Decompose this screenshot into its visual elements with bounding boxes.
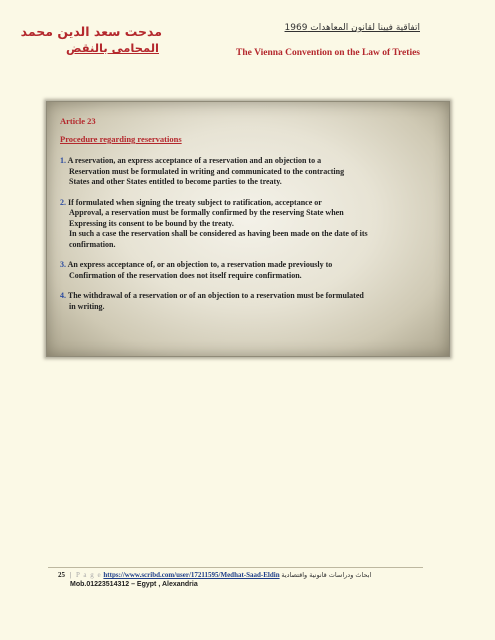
paragraph-line: In such a case the reservation shall be considered as having been made on the date of its — [69, 229, 368, 238]
author-name: مدحت سعد الدين محمد — [20, 24, 162, 39]
paragraph-3 — [60, 260, 444, 281]
footer-arabic-note: ابحاث ودراسات قانونية واقتصادية — [281, 571, 372, 579]
paragraph-number: 2. — [60, 197, 66, 207]
page-separator: | — [69, 571, 72, 579]
paragraph-4 — [60, 291, 444, 312]
paragraph-line: Reservation must be formulated in writing and communicated to the contracting — [69, 166, 345, 176]
article-subtitle: Procedure regarding reservations — [60, 134, 182, 144]
footer-line-1 — [58, 571, 371, 579]
page-label: P a g e — [76, 571, 102, 579]
paragraph-1 — [60, 156, 444, 188]
convention-title-arabic: اتفاقية فيينا لقانون المعاهدات 1969 — [284, 23, 420, 33]
article-title: Article 23 — [60, 116, 96, 126]
paragraph-number: 1. — [60, 156, 66, 165]
author-title: المحامى بالنقض — [66, 41, 159, 55]
paragraph-line: States and other States entitled to become parties to the treaty. — [69, 177, 282, 186]
article-content — [60, 116, 444, 322]
page-number: 25 — [58, 571, 65, 579]
paragraph-number: 3. — [60, 260, 66, 269]
article-box — [46, 101, 450, 357]
paragraph-line: confirmation. — [69, 239, 116, 249]
paragraph-line: An express acceptance of, or an objection to, a reservation made previously to — [67, 260, 333, 269]
paragraph-line: Expressing its consent to be bound by the treaty. — [69, 218, 234, 228]
convention-title-english: The Vienna Convention on the Law of Treties — [236, 48, 420, 58]
paragraph-line: The withdrawal of a reservation or of an objection to a reservation must be formulated — [67, 291, 364, 300]
paragraph-2 — [60, 198, 444, 251]
scribd-profile-link[interactable]: https://www.scribd.com/user/17211595/Medhat-Saad-Eldin — [103, 571, 280, 579]
paragraph-line: in writing. — [69, 301, 105, 311]
footer-divider — [48, 567, 423, 568]
paragraph-line: A reservation, an express acceptance of a reservation and an objection to a — [67, 156, 322, 165]
paragraph-line: If formulated when signing the treaty subject to ratification, acceptance or — [68, 197, 322, 207]
paragraph-number: 4. — [60, 291, 66, 300]
paragraph-line: Approval, a reservation must be formally confirmed by the reserving State when — [69, 208, 344, 217]
paragraph-line: Confirmation of the reservation does not itself require confirmation. — [69, 270, 302, 280]
footer-contact: Mob.01223514312 – Egypt , Alexandria — [70, 581, 198, 588]
